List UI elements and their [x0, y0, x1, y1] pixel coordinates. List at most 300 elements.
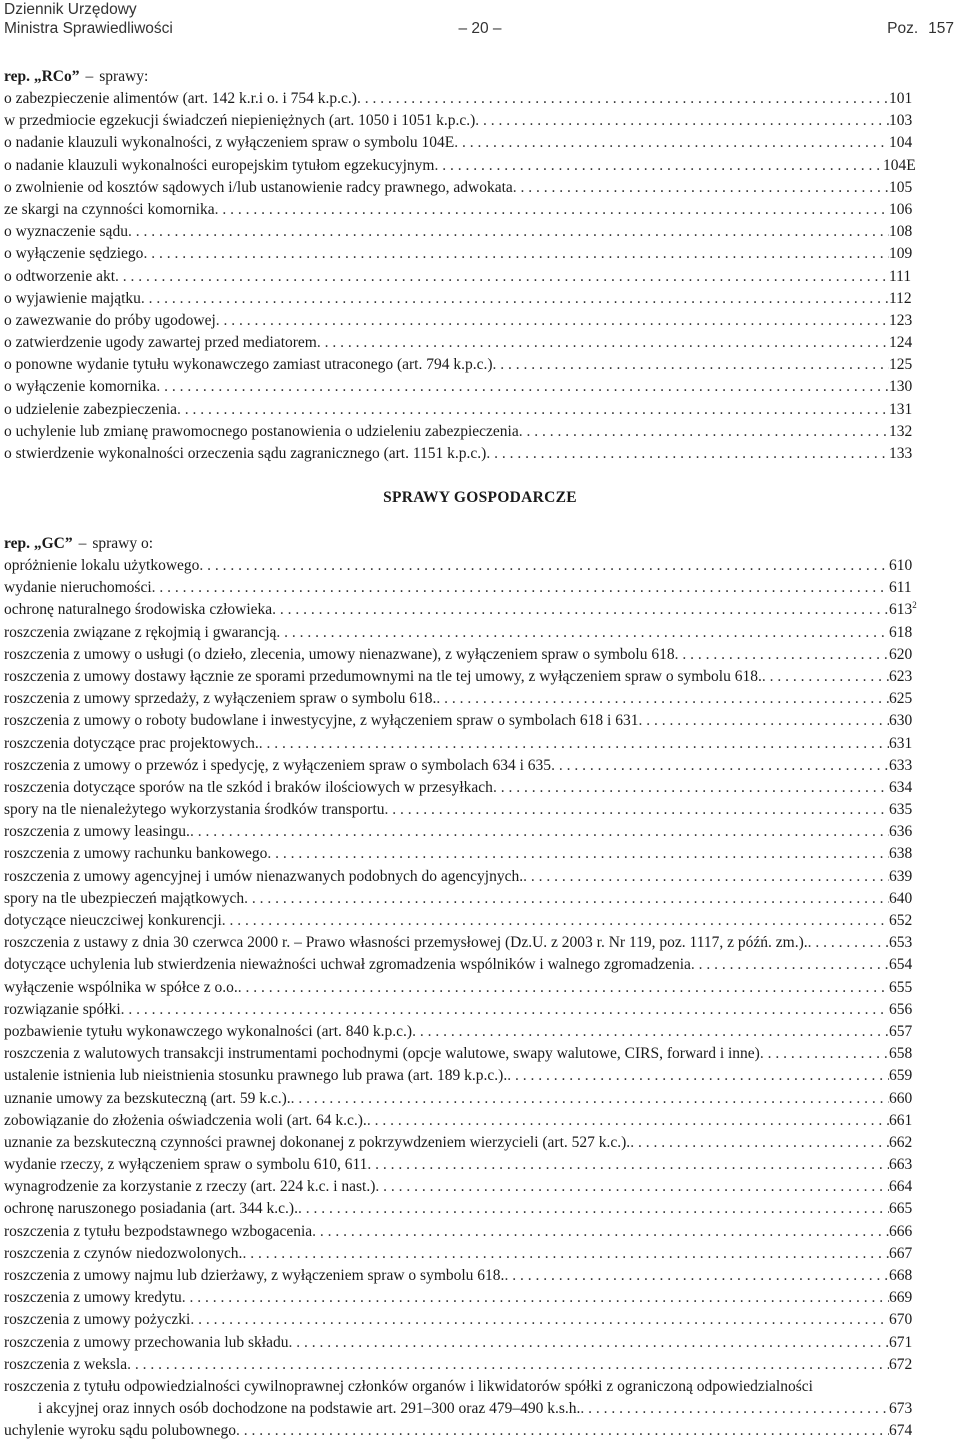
entry-label: o zwolnienie od kosztów sądowych i/lub ustanowienie radcy prawnego, adwokata: [4, 178, 513, 196]
dot-leader: [436, 688, 889, 710]
toc-entry: [4, 132, 917, 154]
dot-leader: [493, 777, 889, 799]
entry-label: o zatwierdzenie ugody zawartej przed mediatorem: [4, 334, 317, 352]
dot-leader: [808, 932, 889, 954]
toc-entry: [4, 199, 917, 221]
dot-leader: [434, 155, 883, 177]
dot-leader: [259, 733, 889, 755]
entry-label: spory na tle ubezpieczeń majątkowych: [4, 889, 245, 907]
entry-page-number: 623: [889, 667, 913, 685]
entry-page: [889, 399, 917, 421]
dot-leader: [504, 1265, 889, 1287]
dot-leader: [190, 821, 889, 843]
entry-page-number: 613: [889, 601, 913, 619]
entry-label: roszczenia z umowy o usługi (o dzieło, zlecenia, umowy nienazwane), z wyłączeniem spraw o symbolu 618: [4, 645, 675, 663]
entry-label: rozwiązanie spółki: [4, 1000, 121, 1018]
gc-dash: –: [78, 535, 87, 552]
entry-page-number: 658: [889, 1045, 913, 1063]
gc-section: [4, 533, 917, 1443]
entry-label: wynagrodzenie za korzystanie z rzeczy (art. 224 k.c. i nast.): [4, 1178, 376, 1196]
dot-leader: [630, 1132, 889, 1154]
entry-page: [889, 354, 917, 376]
dot-leader: [216, 310, 889, 332]
dot-leader: [236, 1420, 889, 1442]
toc-entry: [4, 1198, 917, 1220]
entry-page: [889, 266, 917, 288]
dot-leader: [385, 799, 889, 821]
gc-prefix: rep.: [4, 535, 30, 552]
entry-label: roszczenia dotyczące sporów na tle szkód i braków ilościowych w przesyłkach: [4, 778, 493, 796]
entry-label: ze skargi na czynności komornika: [4, 200, 215, 218]
entry-page: [889, 1021, 917, 1043]
entry-label: i akcyjnej oraz innych osób dochodzone na podstawie art. 291–300 oraz 479–490 k.s.h.: [38, 1400, 581, 1418]
dot-leader: [375, 1176, 889, 1198]
entry-page: [889, 1354, 917, 1376]
entry-page-number: 106: [889, 200, 913, 218]
entry-label: zobowiązanie do złożenia oświadczenia woli (art. 64 k.c.).: [4, 1111, 367, 1129]
entry-label: roszczenia z ustawy z dnia 30 czerwca 2000 r. – Prawo własności przemysłowej (Dz.U. z 2003 r. Nr 119, poz. 1117, z późń. zm.).: [4, 934, 808, 952]
entry-page-number: 657: [889, 1022, 913, 1040]
entry-page-number: 668: [889, 1267, 913, 1284]
dot-leader: [127, 1354, 889, 1376]
entry-page: [889, 888, 917, 910]
entry-page-number: 652: [889, 912, 913, 929]
entry-page: [889, 1221, 917, 1243]
dot-leader: [244, 888, 889, 910]
entry-page-number: 662: [889, 1133, 913, 1151]
entry-page: [889, 1110, 917, 1132]
entry-label: roszczenia z umowy rachunku bankowego: [4, 845, 268, 863]
entry-label: wydanie rzeczy, z wyłączeniem spraw o symbolu 610, 611: [4, 1156, 368, 1174]
entry-page-number: 101: [889, 90, 913, 107]
multiline-entry-line2: [4, 1398, 917, 1420]
entry-label: o stwierdzenie wykonalności orzeczenia sądu zagranicznego (art. 1151 k.p.c.): [4, 445, 487, 462]
toc-entry: [4, 421, 917, 443]
entry-page-number: 620: [889, 645, 913, 663]
entry-label: o zawezwanie do próby ugodowej: [4, 311, 216, 329]
toc-entry: [4, 954, 917, 976]
gc-entry-list: [4, 555, 917, 1376]
entry-page: [889, 243, 917, 265]
entry-label: roszczenia z umowy kredytu: [4, 1289, 182, 1307]
toc-entry: [4, 777, 917, 799]
toc-entry: [4, 443, 917, 465]
entry-page: [889, 622, 917, 644]
dot-leader: [357, 88, 889, 110]
entry-page: [889, 310, 917, 332]
entry-page: [889, 932, 917, 954]
entry-page-number: 111: [889, 267, 912, 285]
toc-entry: [4, 599, 917, 621]
toc-entry: [4, 755, 917, 777]
entry-page: [889, 954, 917, 976]
entry-page: [889, 332, 917, 354]
entry-label: roszczenia z umowy dostawy łącznie ze sporami przedumownymi na tle tej umowy, z wyłączeniem spraw o symbolu 618.: [4, 667, 762, 685]
toc-entry: [4, 266, 917, 288]
dot-leader: [128, 221, 889, 243]
toc-entry: [4, 644, 917, 666]
entry-label: wydanie nieruchomości: [4, 579, 152, 597]
dot-leader: [242, 1243, 889, 1265]
entry-page: [889, 1043, 917, 1065]
entry-page-number: 670: [889, 1311, 913, 1329]
dot-leader: [475, 110, 889, 132]
entry-page: [889, 1065, 917, 1087]
page-number: – 20 –: [458, 20, 502, 37]
entry-page: [889, 1198, 917, 1220]
position-label-group: [887, 20, 954, 38]
entry-page: [889, 1243, 917, 1265]
toc-entry: [4, 910, 917, 932]
entry-page-number: 631: [889, 734, 913, 752]
entry-page: [889, 555, 917, 577]
dot-leader: [519, 421, 889, 443]
toc-entry: [4, 1420, 917, 1442]
entry-page-number: 611: [889, 579, 912, 597]
dot-leader: [141, 288, 889, 310]
toc-entry: [4, 577, 917, 599]
entry-page-number: 124: [889, 334, 913, 352]
entry-page-number: 108: [889, 223, 913, 241]
entry-page-number: 653: [889, 934, 913, 952]
ministry-name: Ministra Sprawiedliwości: [4, 20, 173, 37]
toc-entry: [4, 1065, 917, 1087]
dot-leader: [760, 1043, 889, 1065]
entry-label: o nadanie klauzuli wykonalności, z wyłączeniem spraw o symbolu 104E: [4, 134, 455, 152]
entry-page-number: 655: [889, 978, 913, 996]
dot-leader: [222, 910, 889, 932]
entry-label: ustalenie istnienia lub nieistnienia stosunku prawnego lub prawa (art. 189 k.p.c.).: [4, 1067, 508, 1085]
entry-page-number: 636: [889, 823, 913, 841]
entry-page-number: 656: [889, 1000, 913, 1018]
dot-leader: [507, 1065, 889, 1087]
entry-page: [889, 999, 917, 1021]
toc-entry: [4, 888, 917, 910]
entry-page: [889, 421, 917, 443]
entry-page: [889, 376, 917, 398]
entry-label: o odtworzenie akt: [4, 267, 116, 285]
entry-page: [889, 644, 917, 666]
entry-label: roszczenia z tytułu bezpodstawnego wzbogacenia: [4, 1222, 313, 1240]
dot-leader: [267, 843, 889, 865]
entry-label: spory na tle nienależytego wykorzystania środków transportu: [4, 801, 385, 819]
entry-label: roszczenia z umowy agencyjnej i umów nienazwanych podobnych do agencyjnych.: [4, 867, 524, 885]
entry-page: [889, 288, 917, 310]
entry-page-number: 131: [889, 400, 913, 418]
rco-dash: –: [85, 68, 94, 85]
toc-entry: [4, 999, 917, 1021]
toc-entry: [4, 1043, 917, 1065]
toc-entry: [4, 1354, 917, 1376]
dot-leader: [238, 977, 889, 999]
toc-entry: [4, 1132, 917, 1154]
dot-leader: [523, 866, 889, 888]
entry-page: [889, 1132, 917, 1154]
entry-page: [889, 88, 917, 110]
entry-page-number: 663: [889, 1156, 913, 1174]
dot-leader: [312, 1221, 889, 1243]
entry-page-number: 130: [889, 378, 913, 396]
entry-page: [889, 577, 917, 599]
entry-page: [889, 688, 917, 710]
entry-page: [889, 910, 917, 932]
entry-page: [889, 843, 917, 865]
toc-entry: [4, 666, 917, 688]
entry-page: 673: [889, 1400, 913, 1418]
dot-leader: [156, 376, 889, 398]
dot-leader: [291, 1088, 889, 1110]
dot-leader: [551, 755, 889, 777]
entry-page-number: 618: [889, 623, 913, 641]
entry-page-number: 672: [889, 1355, 913, 1373]
journal-title: Dziennik Urzędowy: [4, 1, 137, 18]
entry-page-number: 104: [889, 134, 913, 152]
entry-page-number: 671: [889, 1333, 913, 1351]
toc-entry: [4, 555, 917, 577]
entry-label: wyłączenie wspólnika w spółce z o.o.: [4, 978, 238, 996]
dot-leader: [691, 954, 889, 976]
rco-suffix: sprawy:: [99, 68, 149, 85]
toc-entry: [4, 1332, 917, 1354]
entry-page: [889, 1309, 917, 1331]
toc-entry: [4, 399, 917, 421]
entry-page-number: 123: [889, 311, 913, 329]
entry-page-number: 660: [889, 1089, 913, 1107]
dot-leader: [177, 399, 889, 421]
entry-label: o wyjawienie majątku: [4, 289, 141, 307]
entry-page: [889, 777, 917, 799]
entry-page: [889, 666, 917, 688]
entry-label: uznanie umowy za bezskuteczną (art. 59 k.c.).: [4, 1089, 291, 1107]
entry-label: roszczenia z weksla: [4, 1355, 128, 1373]
entry-page: [889, 755, 917, 777]
entry-page-number: 132: [889, 422, 913, 440]
toc-entry: [4, 622, 917, 644]
entry-label: o udzielenie zabezpieczenia: [4, 400, 177, 418]
entry-page: [889, 599, 917, 621]
dot-leader: [580, 1398, 889, 1420]
toc-entry: [4, 977, 917, 999]
entry-page-number: 638: [889, 845, 913, 863]
entry-label: roszczenia związane z rękojmią i gwarancją: [4, 623, 277, 641]
entry-page-number: 664: [889, 1178, 913, 1196]
entry-page: [889, 710, 917, 732]
dot-leader: [143, 243, 889, 265]
entry-page-number: 661: [889, 1111, 913, 1129]
dot-leader: [215, 199, 889, 221]
entry-label: uznanie za bezskuteczną czynności prawnej dokonanej z pokrzywdzeniem wierzycieli (art. 527 k.c.).: [4, 1133, 631, 1151]
entry-label: ochronę naturalnego środowiska człowieka: [4, 601, 273, 619]
entry-label: o uchylenie lub zmianę prawomocnego postanowienia o udzieleniu zabezpieczenia: [4, 422, 519, 440]
entry-page-number: 666: [889, 1222, 913, 1240]
dot-leader: [190, 1309, 889, 1331]
toc-entry: [4, 1287, 917, 1309]
rco-section: [4, 66, 917, 465]
entry-page-number: 610: [889, 557, 913, 574]
entry-label: roszczenia z czynów niedozwolonych.: [4, 1244, 243, 1262]
entry-label: roszczenia z umowy o przewóz i spedycję, z wyłączeniem spraw o symbolach 634 i 635: [4, 756, 552, 774]
page-header: [0, 0, 960, 46]
entry-page-superscript: 2: [912, 600, 917, 611]
dot-leader: [289, 1332, 890, 1354]
section-title: SPRAWY GOSPODARCZE: [383, 489, 577, 506]
entry-page: [889, 799, 917, 821]
entry-label: o zabezpieczenie alimentów (art. 142 k.r.i o. i 754 k.p.c.): [4, 90, 357, 107]
toc-entry: [4, 155, 917, 177]
rco-entry-list: [4, 88, 917, 465]
gc-suffix: sprawy o:: [92, 535, 154, 552]
entry-page-number: 125: [889, 356, 913, 374]
dot-leader: [298, 1198, 889, 1220]
toc-entry: [4, 1265, 917, 1287]
entry-page-number: 109: [889, 245, 913, 263]
entry-label: roszczenia z umowy pożyczki: [4, 1311, 191, 1329]
entry-label: w przedmiocie egzekucji świadczeń niepieniężnych (art. 1050 i 1051 k.p.c.): [4, 112, 476, 130]
toc-entry: [4, 1243, 917, 1265]
dot-leader: [367, 1110, 889, 1132]
entry-page: [889, 1176, 917, 1198]
entry-page: [889, 1287, 917, 1309]
entry-page-number: 654: [889, 956, 913, 974]
toc-entry: [4, 110, 917, 132]
position-label: Poz.: [887, 20, 919, 37]
toc-entry: [4, 1110, 917, 1132]
entry-page-number: 635: [889, 801, 913, 819]
dot-leader: [486, 443, 889, 465]
rco-code: „RCo”: [33, 68, 80, 85]
entry-label: roszczenia z umowy leasingu.: [4, 823, 190, 841]
dot-leader: [276, 622, 889, 644]
toc-entry: [4, 688, 917, 710]
entry-label: o nadanie klauzuli wykonalności europejskim tytułom egzekucyjnym: [4, 156, 435, 174]
entry-page-number: 103: [889, 112, 913, 130]
entry-label: uchylenie wyroku sądu polubownego: [4, 1422, 237, 1440]
dot-leader: [675, 644, 889, 666]
toc-entry: [4, 843, 917, 865]
toc-entry: [4, 310, 917, 332]
toc-entry: [4, 733, 917, 755]
toc-entry: [4, 354, 917, 376]
toc-entry: [4, 1176, 917, 1198]
entry-label: roszczenia dotyczące prac projektowych.: [4, 734, 259, 752]
entry-page: 674: [889, 1422, 913, 1440]
toc-entry: [4, 821, 917, 843]
entry-label: roszczenia z walutowych transakcji instrumentami pochodnymi (opcje walutowe, swapy walutowe, CIRS, forward i inne): [4, 1045, 760, 1063]
dot-leader: [513, 177, 889, 199]
entry-page-number: 104E: [883, 156, 916, 174]
entry-page: [889, 1332, 917, 1354]
toc-entry: [4, 1021, 917, 1043]
entry-page: [889, 132, 917, 154]
multiline-entry-line1: roszczenia z tytułu odpowiedzialności cywilnoprawnej członków organów i likwidatorów spółki z ograniczoną odpowiedzialności: [4, 1377, 813, 1395]
entry-page-number: 633: [889, 756, 913, 774]
entry-label: o wyłączenie komornika: [4, 378, 157, 396]
dot-leader: [762, 666, 889, 688]
entry-label: roszczenia z umowy najmu lub dzierżawy, z wyłączeniem spraw o symbolu 618.: [4, 1267, 505, 1284]
entry-label: roszczenia z umowy sprzedaży, z wyłączeniem spraw o symbolu 618.: [4, 690, 437, 708]
entry-label: o ponowne wydanie tytułu wykonawczego zamiast utraconego (art. 794 k.p.c.): [4, 356, 493, 374]
entry-page: [889, 443, 917, 465]
multiline-entry: [4, 1376, 917, 1420]
entry-page: [889, 177, 917, 199]
toc-entry: [4, 866, 917, 888]
entry-label: ochronę naruszonego posiadania (art. 344 k.c.).: [4, 1200, 298, 1218]
entry-label: o wyłączenie sędziego: [4, 245, 144, 263]
entry-page-number: 112: [889, 289, 912, 307]
entry-page: [889, 1154, 917, 1176]
rco-heading: [4, 66, 917, 88]
dot-leader: [152, 577, 889, 599]
entry-page: [889, 110, 917, 132]
toc-entry: [4, 376, 917, 398]
entry-page-number: 634: [889, 778, 913, 796]
dot-leader: [199, 555, 889, 577]
entry-page: [889, 1265, 917, 1287]
entry-page: [889, 221, 917, 243]
entry-label: roszczenia z umowy przechowania lub składu: [4, 1333, 289, 1351]
entry-page-number: 669: [889, 1289, 913, 1307]
dot-leader: [493, 354, 889, 376]
rco-prefix: rep.: [4, 68, 30, 85]
dot-leader: [121, 999, 889, 1021]
toc-entry: [4, 1088, 917, 1110]
entry-page-number: 640: [889, 889, 913, 907]
entry-page: [889, 199, 917, 221]
entry-label: dotyczące uchylenia lub stwierdzenia nieważności uchwał zgromadzenia wspólników i walnego zgromadzenia: [4, 956, 691, 974]
entry-page-number: 133: [889, 445, 913, 462]
entry-page-number: 667: [889, 1244, 913, 1262]
dot-leader: [638, 710, 889, 732]
entry-page-number: 665: [889, 1200, 913, 1218]
entry-page: [883, 155, 917, 177]
toc-entry: [4, 221, 917, 243]
entry-label: o wyznaczenie sądu: [4, 223, 128, 241]
toc-entry: [4, 1221, 917, 1243]
toc-entry: [4, 1309, 917, 1331]
entry-label: opróżnienie lokalu użytkowego: [4, 557, 200, 574]
entry-page-number: 625: [889, 690, 913, 708]
entry-page-number: 639: [889, 867, 913, 885]
toc-entry: [4, 243, 917, 265]
toc-entry: [4, 177, 917, 199]
dot-leader: [454, 132, 889, 154]
entry-page: [889, 821, 917, 843]
dot-leader: [272, 599, 889, 621]
entry-page: [889, 1088, 917, 1110]
toc-entry: [4, 88, 917, 110]
toc-entry: [4, 288, 917, 310]
toc-entry: [4, 932, 917, 954]
dot-leader: [367, 1154, 889, 1176]
entry-page-number: 105: [889, 178, 913, 196]
toc-entry: [4, 332, 917, 354]
entry-page: [889, 733, 917, 755]
dot-leader: [412, 1021, 889, 1043]
gc-heading: [4, 533, 917, 555]
entry-page-number: 659: [889, 1067, 913, 1085]
dot-leader: [182, 1287, 889, 1309]
entry-page: [889, 866, 917, 888]
toc-entry: [4, 1154, 917, 1176]
dot-leader: [115, 266, 889, 288]
entry-label: dotyczące nieuczciwej konkurencji: [4, 912, 222, 929]
entry-page: [889, 977, 917, 999]
toc-entry: [4, 799, 917, 821]
entry-label: roszczenia z umowy o roboty budowlane i inwestycyjne, z wyłączeniem spraw o symbolach 618 i 631: [4, 712, 639, 730]
position-number: 157: [928, 20, 954, 37]
entry-page-number: 630: [889, 712, 913, 730]
gc-code: „GC”: [33, 535, 73, 552]
